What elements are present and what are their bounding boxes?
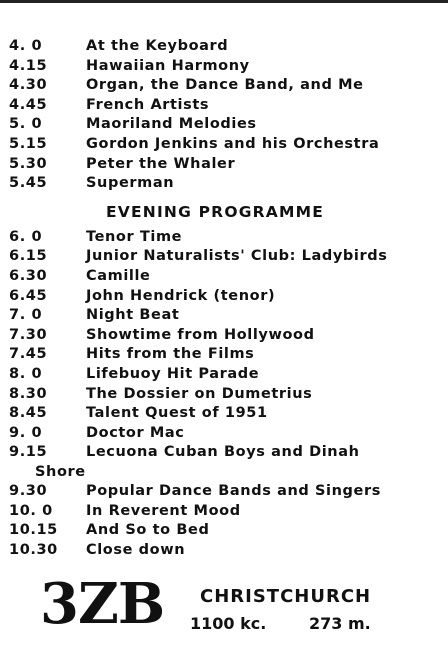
schedule-row bbox=[9, 404, 441, 424]
programme-title: Junior Naturalists' Club: Ladybirds bbox=[86, 248, 388, 265]
time-slot: 8.45 bbox=[9, 405, 48, 422]
schedule-row bbox=[9, 482, 441, 502]
time-slot: 6.30 bbox=[9, 267, 48, 284]
schedule-row bbox=[9, 365, 441, 385]
station-call-sign: 3ZB bbox=[40, 571, 165, 637]
programme-title: John Hendrick (tenor) bbox=[86, 287, 276, 304]
time-slot: 9.30 bbox=[9, 483, 48, 500]
programme-title: Gordon Jenkins and his Orchestra bbox=[86, 135, 380, 152]
time-slot: 5. 0 bbox=[9, 116, 43, 133]
time-slot: 7.30 bbox=[9, 326, 48, 343]
programme-schedule bbox=[9, 37, 441, 561]
evening-list bbox=[9, 228, 441, 444]
programme-title: And So to Bed bbox=[86, 522, 210, 539]
time-slot: 10.15 bbox=[9, 522, 58, 539]
programme-title: Organ, the Dance Band, and Me bbox=[86, 77, 364, 94]
programme-title: Lifebuoy Hit Parade bbox=[86, 365, 260, 382]
time-slot: 7. 0 bbox=[9, 307, 43, 324]
time-slot: 9.15 bbox=[9, 444, 48, 461]
programme-title: In Reverent Mood bbox=[86, 502, 241, 519]
schedule-row bbox=[9, 57, 441, 77]
programme-title: Popular Dance Bands and Singers bbox=[86, 483, 381, 500]
schedule-row bbox=[9, 502, 441, 522]
time-slot: 5.15 bbox=[9, 135, 48, 152]
schedule-row bbox=[9, 267, 441, 287]
programme-title: Close down bbox=[86, 542, 186, 559]
station-city: CHRISTCHURCH bbox=[200, 586, 372, 607]
programme-title-continued: Shore bbox=[35, 463, 86, 480]
time-slot: 10. 0 bbox=[9, 502, 53, 519]
time-slot: 4. 0 bbox=[9, 38, 43, 54]
schedule-row bbox=[9, 443, 441, 482]
programme-title: French Artists bbox=[86, 96, 210, 113]
time-slot: 6. 0 bbox=[9, 228, 43, 245]
evening-list-late bbox=[9, 482, 441, 560]
time-slot: 7.45 bbox=[9, 346, 48, 363]
schedule-row bbox=[9, 228, 441, 248]
schedule-row bbox=[9, 424, 441, 444]
programme-title: The Dossier on Dumetrius bbox=[86, 385, 313, 402]
programme-title: Camille bbox=[86, 267, 151, 284]
programme-title: Lecuona Cuban Boys and Dinah bbox=[86, 444, 360, 461]
time-slot: 4.45 bbox=[9, 96, 48, 113]
schedule-row bbox=[9, 306, 441, 326]
programme-title: Showtime from Hollywood bbox=[86, 326, 315, 343]
time-slot: 9. 0 bbox=[9, 424, 43, 441]
afternoon-list bbox=[9, 37, 441, 194]
schedule-row bbox=[9, 115, 441, 135]
schedule-row bbox=[9, 541, 441, 561]
top-rule bbox=[0, 0, 448, 3]
schedule-row bbox=[9, 521, 441, 541]
schedule-row bbox=[9, 287, 441, 307]
time-slot: 4.30 bbox=[9, 77, 48, 94]
programme-title: Night Beat bbox=[86, 307, 180, 324]
programme-title: Peter the Whaler bbox=[86, 155, 236, 172]
time-slot: 10.30 bbox=[9, 542, 58, 559]
programme-title: Maoriland Melodies bbox=[86, 116, 257, 133]
programme-title: Tenor Time bbox=[86, 228, 183, 245]
programme-title: Hits from the Films bbox=[86, 346, 255, 363]
time-slot: 8. 0 bbox=[9, 365, 43, 382]
programme-title: Doctor Mac bbox=[86, 424, 185, 441]
schedule-row bbox=[9, 326, 441, 346]
schedule-row bbox=[9, 37, 441, 57]
time-slot: 6.45 bbox=[9, 287, 48, 304]
schedule-row bbox=[9, 155, 441, 175]
time-slot: 6.15 bbox=[9, 248, 48, 265]
time-slot: 4.15 bbox=[9, 57, 48, 74]
programme-title: Talent Quest of 1951 bbox=[86, 405, 268, 422]
time-slot: 5.30 bbox=[9, 155, 48, 172]
programme-title: At the Keyboard bbox=[86, 38, 229, 54]
programme-title: Hawaiian Harmony bbox=[86, 57, 250, 74]
schedule-row bbox=[9, 345, 441, 365]
schedule-row bbox=[9, 76, 441, 96]
schedule-row bbox=[9, 96, 441, 116]
schedule-row bbox=[9, 135, 441, 155]
station-wavelength: 273 m. bbox=[309, 614, 371, 633]
schedule-row bbox=[9, 174, 441, 194]
programme-title: Superman bbox=[86, 175, 175, 192]
schedule-row bbox=[9, 247, 441, 267]
station-frequency: 1100 kc. bbox=[190, 614, 267, 633]
schedule-row bbox=[9, 385, 441, 405]
time-slot: 5.45 bbox=[9, 175, 48, 192]
time-slot: 8.30 bbox=[9, 385, 48, 402]
evening-heading: EVENING PROGRAMME bbox=[106, 202, 324, 221]
